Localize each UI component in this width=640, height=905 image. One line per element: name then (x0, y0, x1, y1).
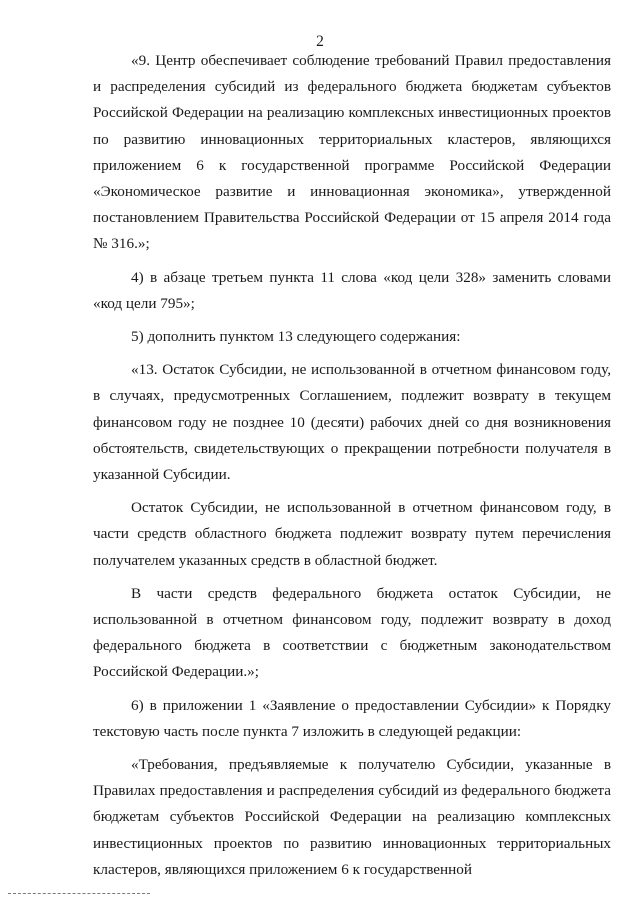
paragraph-regional-budget-remainder: Остаток Субсидии, не использованной в отчетном финансовом году, в части средств областного бюджета подлежит возврату путем перечисления получателем указанных средств в областной бюджет. (93, 499, 611, 569)
footer-divider (8, 893, 150, 894)
document-body (93, 48, 611, 883)
paragraph-requirements: «Требования, предъявляемые к получателю Субсидии, указанные в Правилах предоставления и распределения субсидий из федерального бюджета бюджетам субъектов Российской Федерации на реализацию комплексных инвестиционных проектов по развитию инновационных территориальных кластеров, являющихся приложением 6 к государственной (93, 756, 611, 878)
paragraph-item-13: «13. Остаток Субсидии, не использованной в отчетном финансовом году, в случаях, предусмотренных Соглашением, подлежит возврату в текущем финансовом году не позднее 10 (десяти) рабочих дней со дня возникновения обстоятельств, свидетельствующих о прекращении потребности получателя в указанной Субсидии. (93, 361, 611, 484)
paragraph-amendment-4: 4) в абзаце третьем пункта 11 слова «код цели 328» заменить словами «код цели 795»; (93, 268, 611, 312)
paragraph-item-9: «9. Центр обеспечивает соблюдение требований Правил предоставления и распределения субсидий из федерального бюджета бюджетам субъектов Российской Федерации на реализацию комплексных инвестиционных проектов по развитию инновационных территориальных кластеров, являющихся приложением 6 к государственной программе Российской Федерации «Экономическое развитие и инновационная экономика», утвержденной постановлением Правительства Российской Федерации от 15 апреля 2014 года № 316.»; (93, 52, 611, 253)
paragraph-federal-budget-remainder: В части средств федерального бюджета остаток Субсидии, не использованной в отчетном финансовом году, подлежит возврату в доход федерального бюджета в соответствии с бюджетным законодательством Российской Федерации.»; (93, 584, 611, 681)
paragraph-amendment-5: 5) дополнить пунктом 13 следующего содержания: (131, 328, 461, 346)
page-number: 2 (316, 33, 324, 50)
paragraph-amendment-6: 6) в приложении 1 «Заявление о предоставлении Субсидии» к Порядку текстовую часть после пункта 7 изложить в следующей редакции: (93, 696, 611, 740)
